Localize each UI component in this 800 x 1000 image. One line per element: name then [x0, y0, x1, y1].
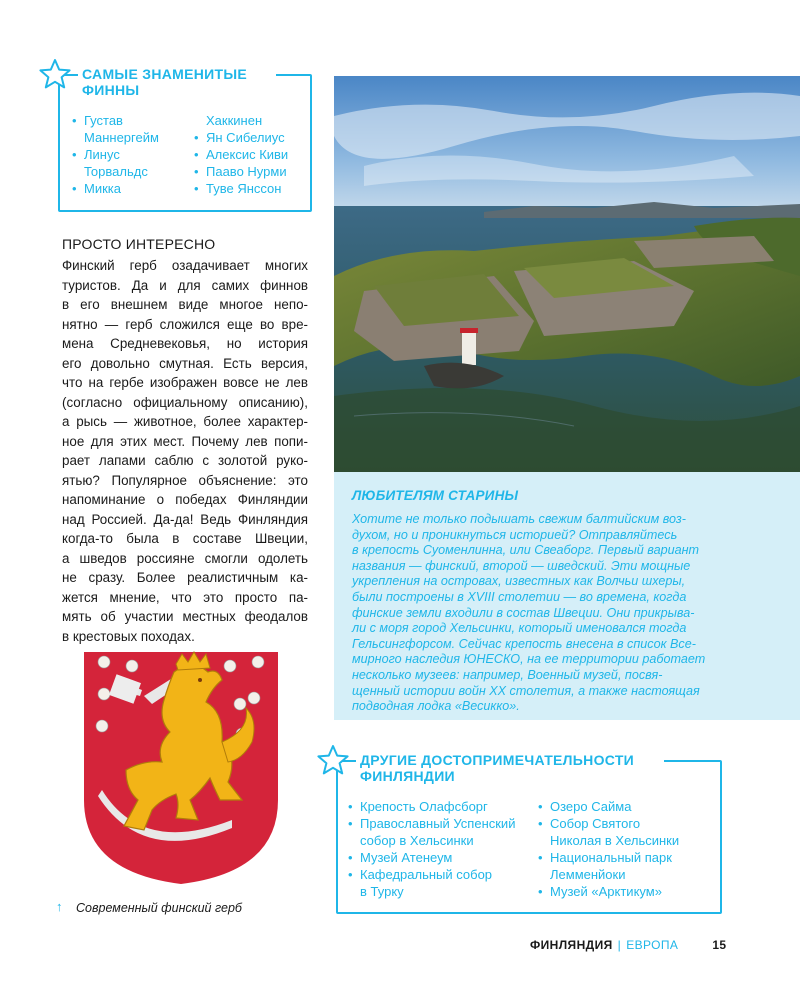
text-line: в крестовых походах. — [62, 628, 195, 644]
text-line: в его внешнем виде многое непо- — [62, 297, 308, 312]
list-item: Николая в Хельсинки — [550, 833, 680, 848]
list-item: • Крепость Олафсборг — [348, 798, 528, 815]
list-item: • Микка — [72, 180, 190, 197]
text-line: Гельсингфорсом. Сейчас крепость внесена в список Все- — [352, 636, 696, 651]
finnish-coat-of-arms — [82, 650, 280, 886]
interesting-heading: ПРОСТО ИНТЕРЕСНО — [62, 236, 216, 252]
antiquity-title: ЛЮБИТЕЛЯМ СТАРИНЫ — [352, 488, 519, 503]
text-line: названия — финский, второй — шведский. Эти мощные — [352, 558, 691, 573]
famous-finns-list-1 — [72, 112, 190, 197]
text-line: несколько музеев: например, Военный музей, посвя- — [352, 667, 663, 682]
antiquity-text — [352, 512, 706, 715]
text-line: в крепость Суоменлинна, или Свеаборг. Первый вариант — [352, 543, 700, 558]
page-number: 15 — [712, 938, 727, 952]
list-item: Лемменйоки — [550, 867, 626, 882]
list-item: собор в Хельсинки — [360, 833, 474, 848]
text-line: мять об участии местных феодалов — [62, 609, 308, 624]
text-line: жется мнение, что это просто па- — [62, 589, 308, 605]
text-line: ли с моря город Хельсинки, который именовался тогда — [352, 621, 687, 636]
other-sights-title: ДРУГИЕ ДОСТОПРИМЕЧАТЕЛЬНОСТИ ФИНЛЯНДИИ — [356, 752, 664, 784]
fortress-photo — [334, 76, 800, 472]
list-item: Хаккинен — [206, 113, 263, 128]
list-item: • Туве Янссон — [194, 180, 308, 197]
arrow-up-icon: ↑ — [56, 899, 63, 914]
famous-finns-list-2 — [194, 112, 308, 197]
list-item: • Алексис Киви — [194, 146, 308, 163]
list-item: Торвальдс — [84, 164, 148, 179]
text-line: когда-то была в составе Швеции, — [62, 531, 308, 546]
text-line: укрепления на островах, известных как Волчьи шхеры, — [352, 574, 686, 589]
text-line: были построены в XVIII столетии — во времена, когда — [352, 589, 687, 604]
list-item: • Озеро Сайма — [538, 798, 714, 815]
list-item: Маннергейм — [84, 130, 159, 145]
star-icon — [316, 744, 350, 776]
text-line: мена Средневековья, но история — [62, 336, 308, 351]
text-line: Финский герб озадачивает многих — [62, 258, 308, 273]
text-line: рает лапами саблю с золотой руко- — [62, 453, 308, 468]
text-line: не сразу. Более реалистичным ка- — [62, 570, 308, 585]
text-line: Хотите не только подышать свежим балтийским воз- — [352, 512, 686, 526]
footer-separator: | — [617, 938, 622, 952]
other-sights-list-1 — [348, 798, 528, 900]
text-line: над Россией. Да-да! Ведь Финляндия — [62, 511, 308, 527]
page-footer — [530, 938, 726, 952]
list-item: • Национальный парк — [538, 849, 714, 866]
list-item: • Пааво Нурми — [194, 163, 308, 180]
list-item: • Линус — [72, 146, 190, 163]
text-line: туристов. Да и для самих финнов — [62, 277, 308, 293]
text-line: подводная лодка «Весикко». — [352, 699, 520, 714]
list-item: • Музей «Арктикум» — [538, 883, 714, 900]
text-line: нятно — герб сложился еще во вре- — [62, 316, 308, 332]
list-item: • Православный Успенский — [348, 815, 528, 832]
text-line: ятью? Популярное объяснение: это — [62, 472, 308, 488]
famous-finns-title: САМЫЕ ЗНАМЕНИТЫЕ ФИННЫ — [78, 66, 276, 98]
list-item: • Собор Святого — [538, 815, 714, 832]
interesting-text — [62, 256, 308, 646]
text-line: финские земли входили в состав Швеции. Они прикрыва- — [352, 605, 695, 620]
text-line: напоминание о победах Финляндии — [62, 492, 308, 507]
other-sights-list-2 — [538, 798, 714, 900]
arms-caption: Современный финский герб — [76, 901, 242, 915]
list-item: • Ян Сибелиус — [194, 129, 308, 146]
star-icon — [38, 58, 72, 90]
text-line: что на гербе изображен вовсе не лев — [62, 375, 308, 390]
text-line: а шведов россияне смогли одолеть — [62, 550, 308, 566]
list-item: • Густав — [72, 112, 190, 129]
text-line: (согласно официальному описанию), — [62, 394, 308, 410]
footer-region: ЕВРОПА — [626, 938, 679, 952]
text-line: его довольно смутная. Есть версия, — [62, 355, 308, 371]
list-item: в Турку — [360, 884, 404, 899]
text-line: а рысь — животное, более характер- — [62, 414, 308, 429]
text-line: ное для этих мест. Почему лев попи- — [62, 433, 308, 449]
text-line: духом, но и проникнуться историей? Отправляйтесь — [352, 527, 678, 542]
text-line: щенный истории войн XX столетия, а также настоящая — [352, 683, 700, 698]
list-item: • Музей Атенеум — [348, 849, 528, 866]
list-item: • Кафедральный собор — [348, 866, 528, 883]
footer-country: ФИНЛЯНДИЯ — [530, 938, 613, 952]
text-line: мирного наследия ЮНЕСКО, на ее территории работает — [352, 652, 706, 667]
